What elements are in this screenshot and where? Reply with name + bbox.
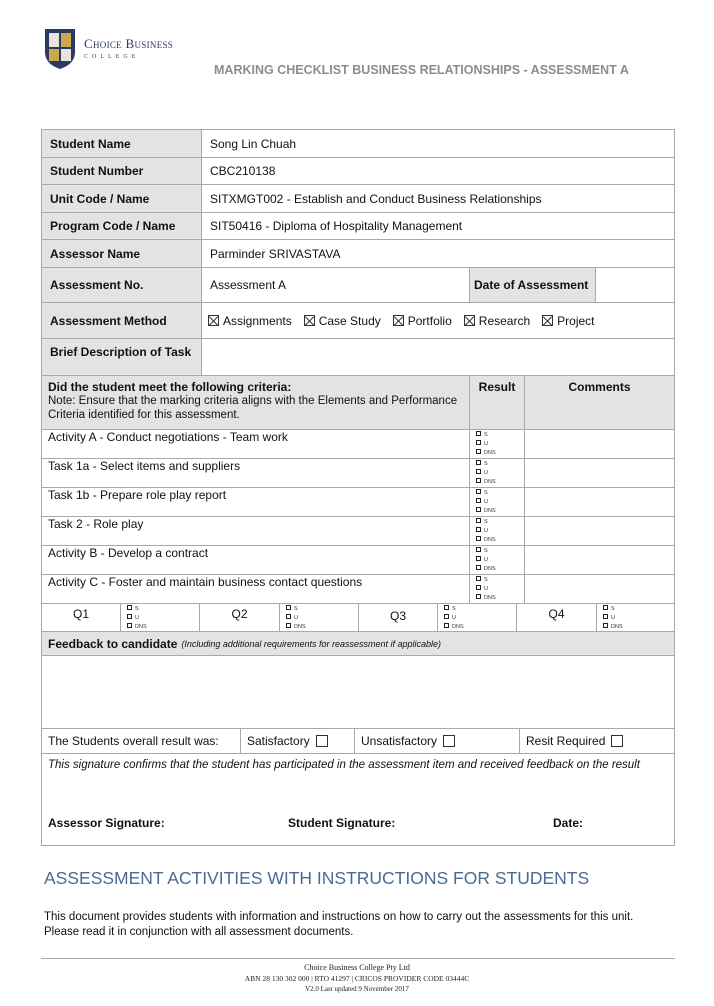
method-assignments[interactable]: Assignments [208,314,292,328]
task-name: Activity B - Develop a contract [42,546,470,574]
brief-description-row [42,339,674,376]
student-number-value: CBC210138 [210,164,276,178]
checkbox-icon[interactable] [443,735,455,747]
checkbox-icon[interactable] [476,527,481,532]
assessor-row [42,240,674,268]
checked-box-icon [542,315,553,326]
result-options[interactable]: S U DNS [470,430,525,458]
unit-label: Unit Code / Name [42,185,202,212]
result-options[interactable]: S U DNS [470,575,525,603]
checkbox-icon[interactable] [444,614,449,619]
footer-divider [41,958,675,959]
document-title: MARKING CHECKLIST BUSINESS RELATIONSHIPS - ASSESSMENT A [214,63,629,77]
checked-box-icon [208,315,219,326]
footer-abn: ABN 28 130 302 000 | RTO 41297 | CRICOS PROVIDER CODE 03444C [244,974,470,983]
brief-description-label: Brief Description of Task [42,339,202,375]
feedback-area[interactable] [42,656,674,729]
checkbox-icon[interactable] [444,623,449,628]
student-name-label: Student Name [42,130,202,157]
comment-cell[interactable] [525,517,674,545]
checked-box-icon [393,315,404,326]
checkbox-icon[interactable] [316,735,328,747]
checkbox-icon[interactable] [444,605,449,610]
unit-row [42,185,674,213]
checkbox-icon[interactable] [476,576,481,581]
checkbox-icon[interactable] [476,536,481,541]
task-name: Task 2 - Role play [42,517,470,545]
assessor-label: Assessor Name [42,240,202,267]
task-name: Activity C - Foster and maintain business contact questions [42,575,470,603]
task-row [42,488,674,517]
method-case-study[interactable]: Case Study [304,314,381,328]
checkbox-icon[interactable] [476,440,481,445]
assessment-no-row [42,268,674,303]
student-name-row [42,130,674,158]
footer-company: Choice Business College Pty Ltd [304,963,410,972]
checkbox-icon[interactable] [476,565,481,570]
question-label: Q4 [517,604,597,631]
checkbox-icon[interactable] [476,460,481,465]
checkbox-icon[interactable] [127,605,132,610]
intro-line: This document provides students with information and instructions on how to carry out the assessments for this unit. [44,911,634,923]
checkbox-icon[interactable] [603,614,608,619]
signature-date-label[interactable]: Date: [553,816,584,830]
task-name: Task 1a - Select items and suppliers [42,459,470,487]
method-portfolio[interactable]: Portfolio [393,314,452,328]
question-label: Q2 [200,604,280,631]
assessment-method-options [202,303,674,338]
checkbox-icon[interactable] [476,556,481,561]
question-result[interactable]: S U DNS [597,604,674,631]
task-name: Task 1b - Prepare role play report [42,488,470,516]
checkbox-icon[interactable] [476,594,481,599]
unit-value: SITXMGT002 - Establish and Conduct Business Relationships [210,191,542,206]
comment-cell[interactable] [525,459,674,487]
intro-line: Please read it in conjunction with all assessment documents. [44,926,354,938]
overall-result-row [42,729,674,754]
satisfactory-option[interactable]: Satisfactory [241,729,355,753]
brand-sub: COLLEGE [84,54,140,60]
comment-cell[interactable] [525,430,674,458]
assessor-value: Parminder SRIVASTAVA [210,246,341,261]
unsatisfactory-option[interactable]: Unsatisfactory [355,729,520,753]
method-project[interactable]: Project [542,314,594,328]
checkbox-icon[interactable] [603,605,608,610]
student-number-label: Student Number [42,158,202,184]
overall-result-label: The Students overall result was: [42,729,241,753]
assessment-no-value: Assessment A [202,268,470,302]
student-name-value: Song Lin Chuah [210,136,297,151]
criteria-header-row [42,376,674,430]
checkbox-icon[interactable] [603,623,608,628]
checkbox-icon[interactable] [476,547,481,552]
comment-cell[interactable] [525,488,674,516]
result-header: Result [470,376,525,429]
student-number-row [42,158,674,185]
question-label: Q3 [359,604,438,631]
criteria-title: Did the student meet the following criteria: [48,380,292,394]
checkbox-icon[interactable] [127,623,132,628]
assessment-no-label: Assessment No. [42,268,202,302]
signature-section [42,754,674,845]
date-of-assessment-value[interactable] [596,268,674,302]
question-label: Q1 [42,604,121,631]
feedback-header [42,632,674,655]
student-signature-label[interactable]: Student Signature: [288,816,396,830]
task-row [42,430,674,459]
result-options[interactable]: S U DNS [470,488,525,516]
checkbox-icon[interactable] [476,498,481,503]
criteria-note: Note: Ensure that the marking criteria aligns with the Elements and Performance Criteria identified for this assessment. [48,395,458,421]
assessor-signature-label[interactable]: Assessor Signature: [48,816,165,830]
checkbox-icon[interactable] [476,489,481,494]
task-row [42,546,674,575]
brand-name: Choice Business [84,36,174,51]
assessment-method-row [42,303,674,339]
task-row [42,517,674,546]
program-row [42,213,674,240]
college-logo [44,28,204,74]
result-options[interactable]: S U DNS [470,546,525,574]
section-heading: ASSESSMENT ACTIVITIES WITH INSTRUCTIONS FOR STUDENTS [44,868,590,888]
comment-cell[interactable] [525,546,674,574]
result-options[interactable]: S U DNS [470,517,525,545]
criteria-header [42,376,470,429]
brief-description-value[interactable] [202,339,674,375]
question-result[interactable]: S U DNS [280,604,359,631]
program-value: SIT50416 - Diploma of Hospitality Management [210,219,463,233]
program-label: Program Code / Name [42,213,202,239]
comments-header: Comments [525,376,674,429]
marking-checklist-table [41,129,675,846]
footer-version: V2.0 Last updated 9 November 2017 [305,985,409,993]
feedback-header-row [42,632,674,656]
checkbox-icon[interactable] [476,478,481,483]
questions-row [42,604,674,632]
resit-option[interactable]: Resit Required [520,729,674,753]
method-research[interactable]: Research [464,314,530,328]
checkbox-icon[interactable] [476,469,481,474]
checkbox-icon[interactable] [476,431,481,436]
assessment-method-label: Assessment Method [42,303,202,338]
checkbox-icon[interactable] [611,735,623,747]
task-row [42,575,674,604]
shield-logo-icon [44,28,76,70]
date-of-assessment-label: Date of Assessment [470,268,596,302]
checkbox-icon[interactable] [476,449,481,454]
task-row [42,459,674,488]
checkbox-icon[interactable] [476,518,481,523]
checkbox-icon[interactable] [286,623,291,628]
checked-box-icon [304,315,315,326]
feedback-note: (Including additional requirements for reassessment if applicable) [181,638,442,649]
feedback-label: Feedback to candidate [48,636,178,651]
task-name: Activity A - Conduct negotiations - Team work [42,430,470,458]
signature-statement: This signature confirms that the student has participated in the assessment item and received feedback on the result [48,759,640,771]
checkbox-icon[interactable] [286,614,291,619]
checkbox-icon[interactable] [476,585,481,590]
checkbox-icon[interactable] [127,614,132,619]
intro-text [44,910,684,940]
result-options[interactable]: S U DNS [470,459,525,487]
comment-cell[interactable] [525,575,674,603]
question-result[interactable]: S U DNS [121,604,200,631]
checkbox-icon[interactable] [286,605,291,610]
checkbox-icon[interactable] [476,507,481,512]
question-result[interactable]: S U DNS [438,604,517,631]
checked-box-icon [464,315,475,326]
